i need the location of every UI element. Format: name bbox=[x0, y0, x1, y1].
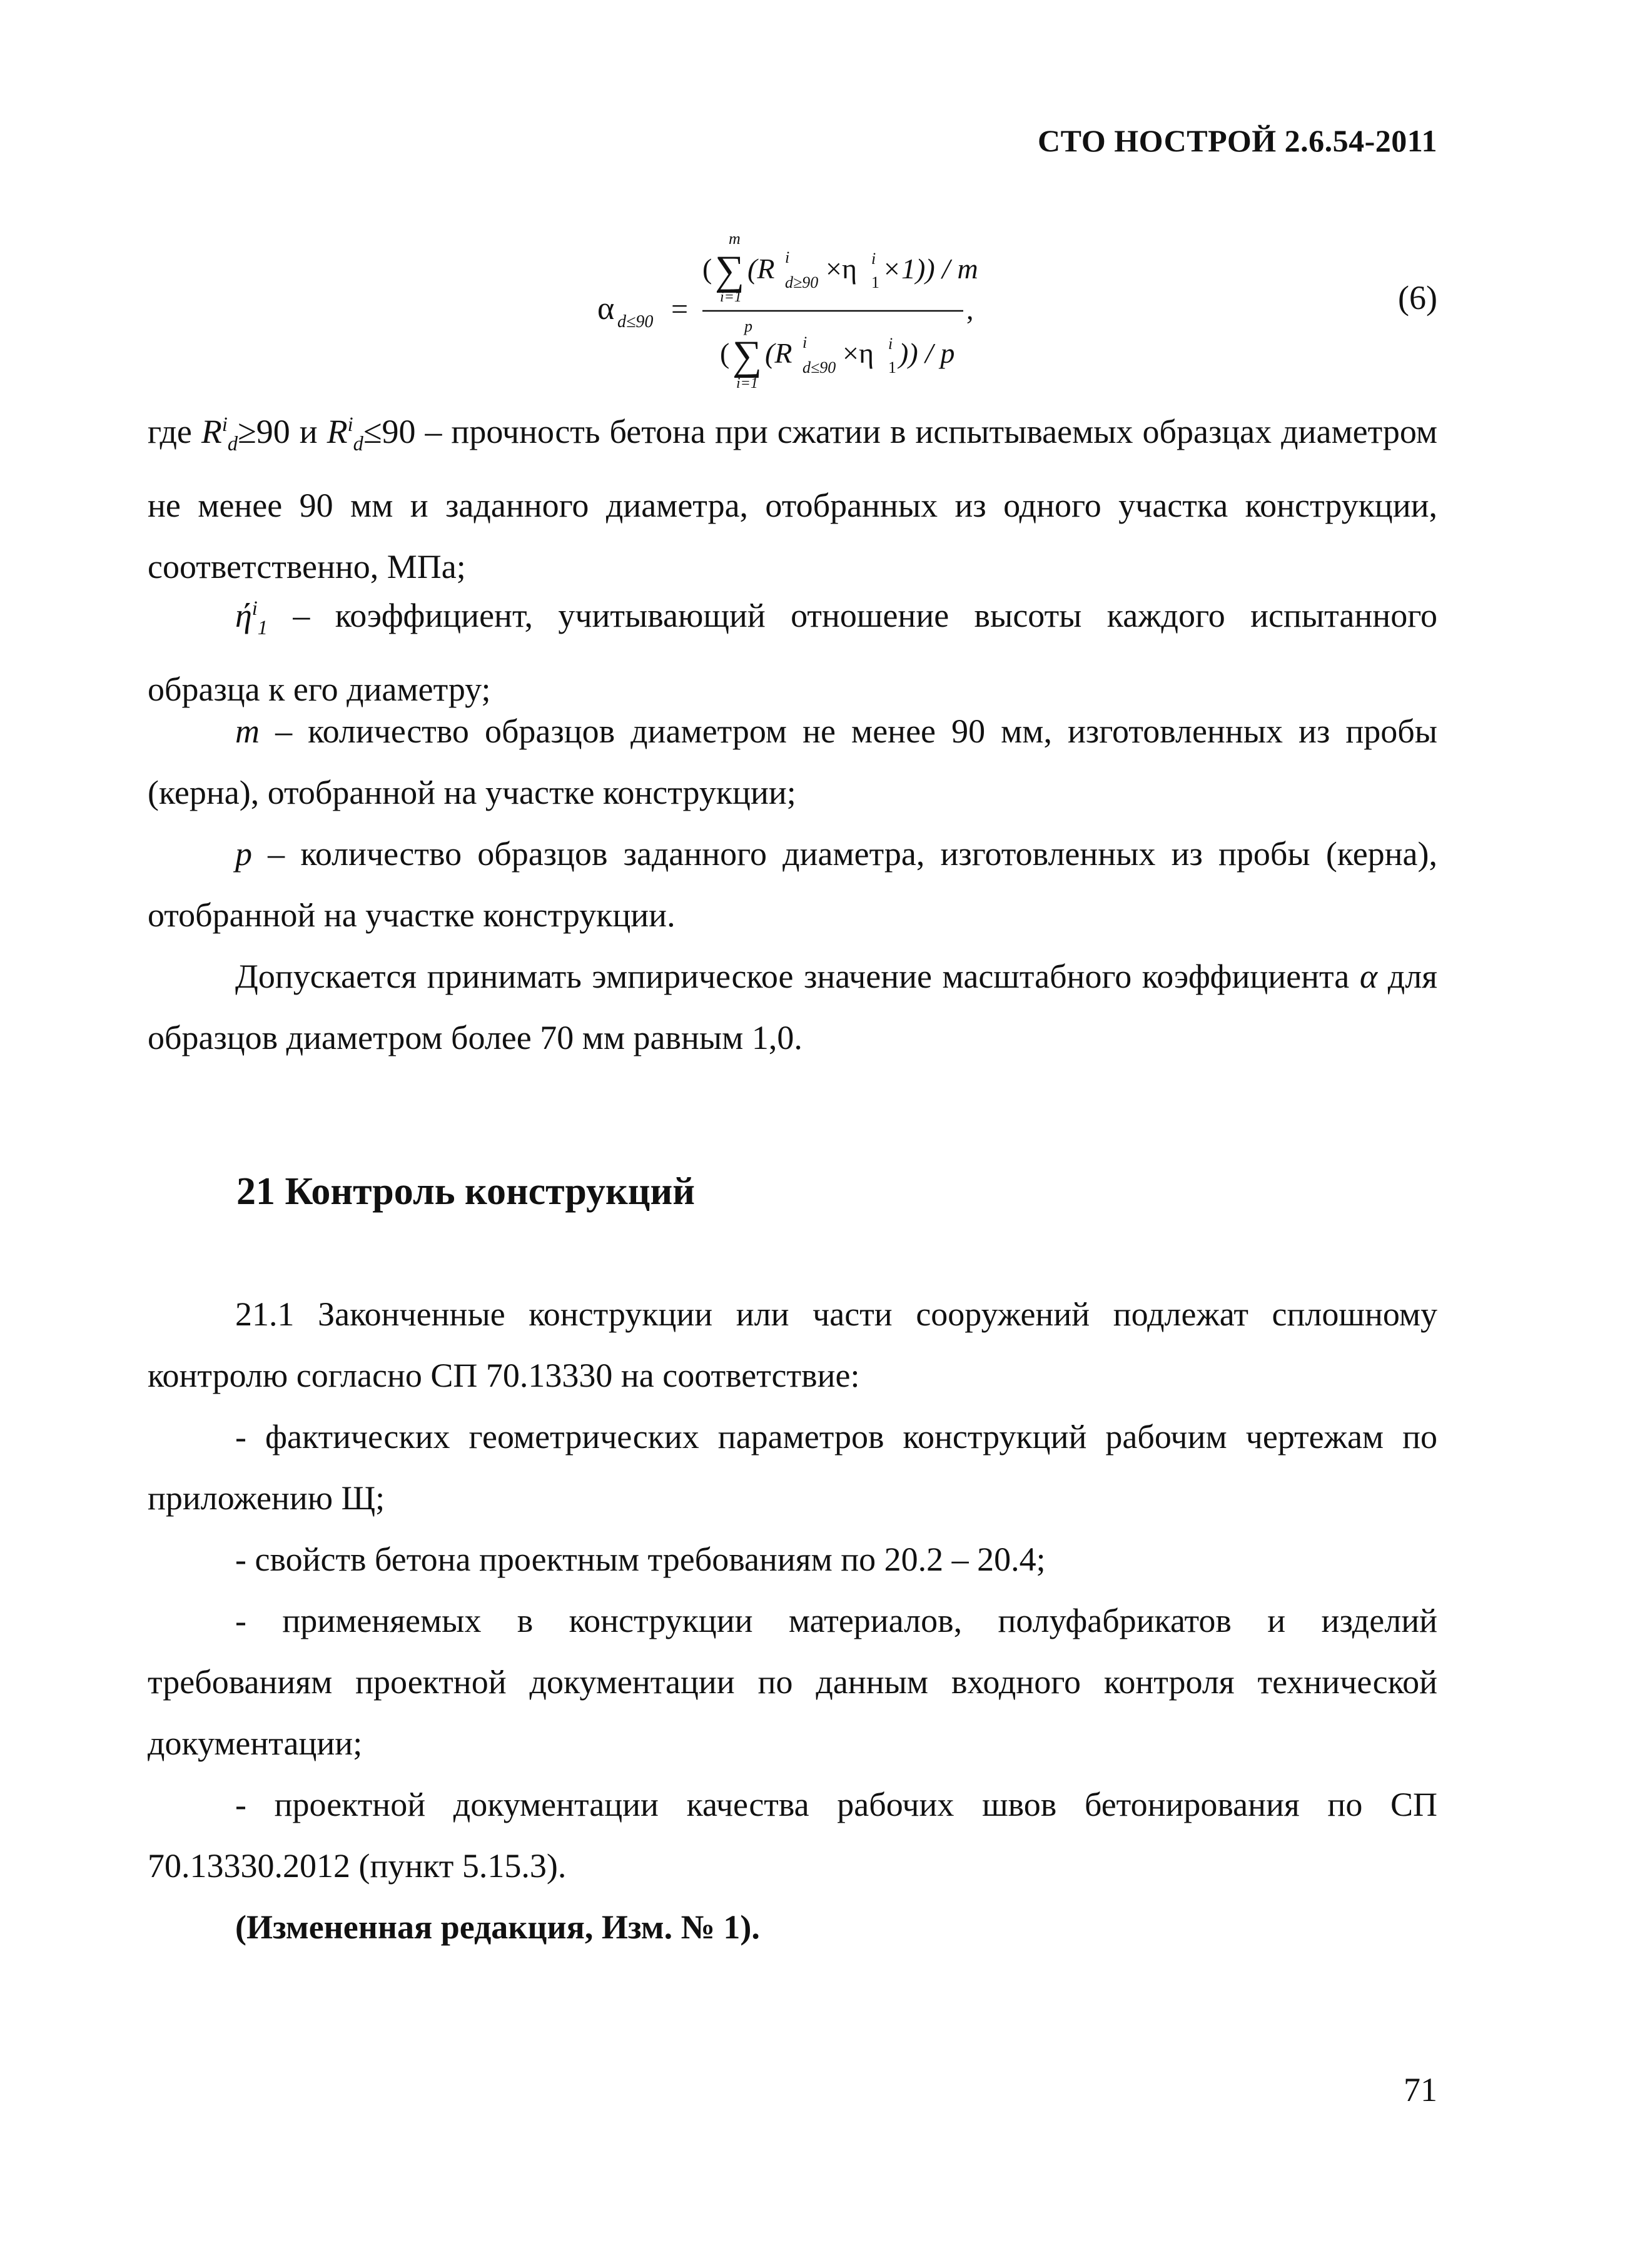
formula-number: (6) bbox=[1398, 279, 1437, 316]
list-item-4: - проектной документации качества рабочих швов бетонирования по СП 70.13330.2012 (пункт 5.15.3). bbox=[148, 1786, 1437, 1885]
eta-symbol: ή bbox=[235, 597, 252, 634]
formula-den-sum-bottom: i=1 bbox=[736, 375, 758, 392]
m-symbol: m bbox=[235, 712, 260, 750]
r-definition-text: – прочность бетона при сжатии в испытываемых образцах диаметром не менее 90 мм и заданного диаметра, отобранных из одного участка конструкции, соответственно, МПа; bbox=[148, 413, 1438, 585]
r-sup-2: i bbox=[347, 413, 353, 436]
r-sub-2: d bbox=[353, 432, 363, 455]
list-item-1: - фактических геометрических параметров конструкций рабочим чертежам по приложению Щ; bbox=[148, 1418, 1437, 1517]
alpha-symbol: α bbox=[1359, 958, 1378, 995]
formula-den-r: (R bbox=[765, 337, 792, 369]
formula-den-eta-sub: 1 bbox=[888, 358, 896, 377]
formula-den-open: ( bbox=[720, 337, 730, 369]
r-symbol-2: R bbox=[327, 413, 348, 450]
allowance-text-before: Допускается принимать эмпирическое значение масштабного коэффициента bbox=[235, 958, 1350, 995]
and-word: и bbox=[299, 413, 318, 450]
formula-den-sum-sign: ∑ bbox=[732, 333, 762, 378]
formula-num-r-sub: d≥90 bbox=[785, 273, 819, 291]
formula-num-sum-bottom: i=1 bbox=[720, 289, 742, 305]
r-sup: i bbox=[221, 413, 228, 436]
list-item-2: - свойств бетона проектным требованиям по 20.2 – 20.4; bbox=[235, 1541, 1046, 1578]
definition-eta bbox=[148, 578, 1437, 720]
formula-lhs-alpha: α bbox=[597, 291, 615, 327]
page-number: 71 bbox=[1404, 2071, 1437, 2109]
formula-den-r-sup: i bbox=[802, 333, 807, 352]
r-ge90: ≥90 bbox=[238, 413, 290, 450]
formula-den-r-sub: d≤90 bbox=[802, 358, 836, 377]
formula-equals: = bbox=[671, 293, 689, 326]
definition-p bbox=[148, 823, 1437, 946]
formula-den-sum-top: p bbox=[744, 317, 752, 335]
formula-num-open: ( bbox=[702, 253, 712, 285]
formula-num-r-sup: i bbox=[785, 248, 790, 266]
formula-den-eta: ×η bbox=[843, 337, 874, 369]
formula-comma: , bbox=[966, 293, 974, 325]
allowance-text-after: для образцов диаметром более 70 мм равным 1,0. bbox=[148, 958, 1437, 1056]
section-paragraph-21-1: 21.1 Законченные конструкции или части сооружений подлежат сплошному контролю согласно СП 70.13330 на соответствие: bbox=[148, 1295, 1437, 1394]
allowance-paragraph bbox=[148, 946, 1437, 1068]
m-definition-text: – количество образцов диаметром не менее 90 мм, изготовленных из пробы (керна), отобранной на участке конструкции; bbox=[148, 712, 1437, 811]
formula-num-sum-sign: ∑ bbox=[715, 248, 745, 293]
section-title: 21 Контроль конструкций bbox=[236, 1170, 695, 1213]
document-code-header: СТО НОСТРОЙ 2.6.54-2011 bbox=[1038, 123, 1437, 158]
formula-num-eta: ×η bbox=[826, 253, 857, 285]
p-symbol: p bbox=[235, 835, 252, 873]
r-symbol: R bbox=[201, 413, 222, 450]
r-sub: d bbox=[227, 432, 238, 455]
formula-den-eta-sup: i bbox=[888, 335, 893, 353]
list-item-3: - применяемых в конструкции материалов, полуфабрикатов и изделий требованиям проектной документации по данным входного контроля технической документации; bbox=[148, 1602, 1437, 1762]
formula-num-sum-top: m bbox=[729, 231, 741, 248]
definition-r bbox=[148, 394, 1437, 597]
formula-den-tail: )) / p bbox=[899, 337, 955, 369]
formula-6 bbox=[597, 231, 1035, 413]
p-definition-text: – количество образцов заданного диаметра, изготовленных из пробы (керна), отобранной на участке конструкции. bbox=[148, 835, 1438, 934]
formula-num-tail: ×1)) / m bbox=[882, 253, 978, 285]
eta-sup: i bbox=[251, 597, 258, 620]
amendment-note: (Измененная редакция, Изм. № 1). bbox=[235, 1908, 760, 1946]
formula-lhs-subscript: d≤90 bbox=[617, 312, 654, 332]
eta-sub: 1 bbox=[257, 616, 268, 639]
formula-num-eta-sup: i bbox=[871, 250, 876, 268]
where-word: где bbox=[148, 413, 192, 450]
formula-num-eta-sub: 1 bbox=[871, 273, 879, 291]
eta-definition-text: – коэффициент, учитывающий отношение высоты каждого испытанного образца к его диаметру; bbox=[148, 597, 1438, 708]
definition-m bbox=[148, 701, 1437, 823]
r-le90: ≤90 bbox=[363, 413, 416, 450]
formula-num-r: (R bbox=[747, 253, 775, 285]
